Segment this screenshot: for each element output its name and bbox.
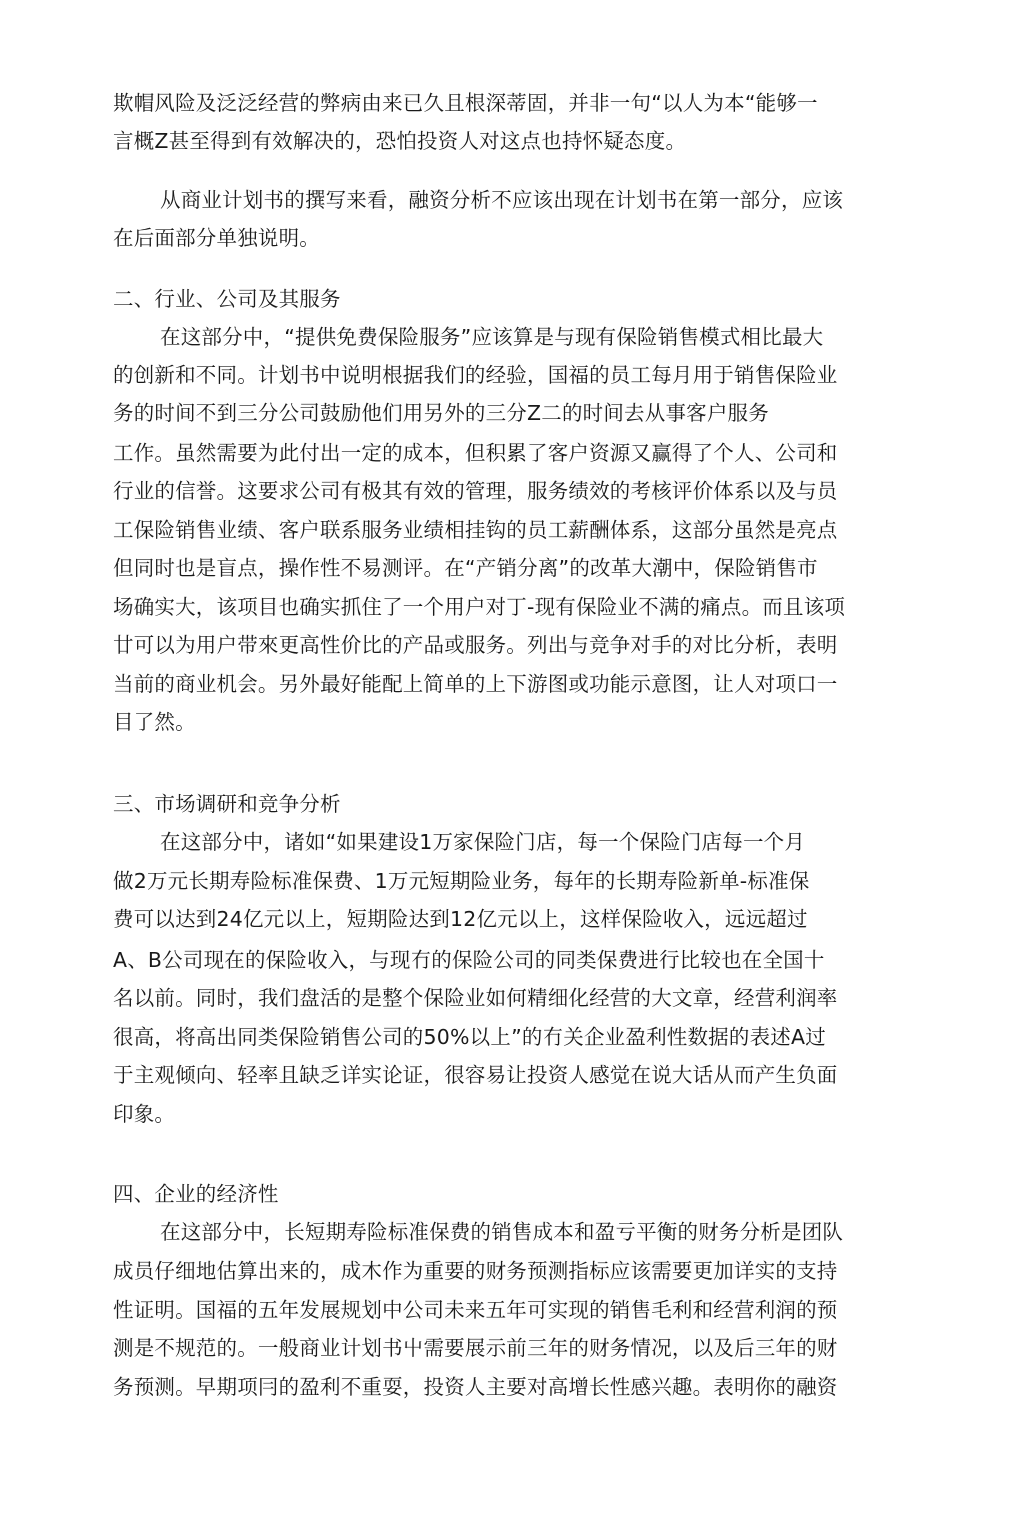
text-line: A、B公司现在的保险收入，与现冇的保险公司的同类保费进行比较也在全国十 bbox=[113, 948, 825, 972]
text-line: 在后面部分单独说明。 bbox=[113, 226, 320, 250]
text-line: 务预测。早期项冃的盈利不重耍，投资人主要对高增长性感兴趣。表明你的融资 bbox=[113, 1375, 838, 1399]
text-line: 当前的商业机会。另外最好能配上简单的上下游图或功能示意图，让人对项口一 bbox=[113, 672, 838, 696]
text-line: 在这部分中，“提供免费保险服务”应该算是与现有保险销售模式相比最大 bbox=[160, 325, 824, 349]
text-line: 性证明。国福的五年发展规划中公司未来五年可实现的销售毛利和经营利润的预 bbox=[113, 1298, 838, 1322]
text-line: 务的时间不到三分公司鼓励他们用另外的三分Z二的时间去从事客户服务 bbox=[113, 401, 769, 425]
text-line: 在这部分中，诸如“如果建设1万家保险门店，每一个保险门店每一个月 bbox=[160, 830, 806, 854]
text-line: 工作。虽然需要为此付出一定的成本，但积累了客户资源又赢得了个人、公司和 bbox=[113, 441, 838, 465]
text-line: 测是不规范的。一般商业计划书屮需要展示前三年的财务情况，以及后三年的财 bbox=[113, 1336, 838, 1360]
text-line: 费可以达到24亿元以上，短期险达到12亿元以上，这样保险收入，远远超过 bbox=[113, 907, 808, 931]
section-heading: 二、行业、公司及其服务 bbox=[113, 287, 341, 311]
text-line: 做2万元长期寿险标准保费、1万元短期险业务，每年的长期寿险新单-标准保 bbox=[113, 869, 810, 893]
text-line: 从商业计划书的撰写来看，融资分析不应该出现在计划书在第一部分，应该 bbox=[160, 188, 844, 212]
text-line: 于主观倾向、轻率且缺乏详实论证，很容易让投资人感觉在说大话从而产生负面 bbox=[113, 1063, 838, 1087]
text-line: 欺帽风险及泛泛经营的弊病由来已久且根深蒂固，并非一句“以人为本“能够一 bbox=[113, 91, 818, 115]
text-line: 目了然。 bbox=[113, 710, 196, 734]
text-line: 场确实大，该项目也确实抓住了一个用户对丁-现有保险业不满的痛点。而且该项 bbox=[113, 595, 846, 619]
text-line: 名以前。同时，我们盘活的是整个保险业如何精细化经营的大文章，经营利润率 bbox=[113, 986, 838, 1010]
text-line: 但同时也是盲点，操作性不易测评。在“产销分离”的改革大潮中，保险销售市 bbox=[113, 556, 818, 580]
text-line: 很高，将高出同类保险销售公司的50%以上”的冇关企业盈利性数据的表述A过 bbox=[113, 1025, 826, 1049]
text-line: 在这部分中，长短期寿险标准保费的销售成本和盈亏平衡的财务分析是团队 bbox=[160, 1220, 844, 1244]
text-line: 印象。 bbox=[113, 1102, 176, 1126]
text-line: 成员仔细地估算出来的，成木作为重要的财务预测指标应该需要更加详实的支持 bbox=[113, 1259, 838, 1283]
text-line: 工保险销售业绩、客户联系服务业绩相挂钩的员工薪酬体系，这部分虽然是亮点 bbox=[113, 518, 838, 542]
text-line: 廿可以为用户带來更高性价比的产品或服务。列出与竞争对手的对比分析，表明 bbox=[113, 633, 838, 657]
section-heading: 三、市场调研和竞争分析 bbox=[113, 792, 341, 816]
text-line: 行业的信誉。这要求公司有极其有效的管理，服务绩效的考核评价体系以及与员 bbox=[113, 479, 838, 503]
text-line: 的创新和不同。计划书中说明根据我们的经验，国福的员工每月用于销售保险业 bbox=[113, 363, 838, 387]
text-line: 言概Z甚至得到有效解决的，恐怕投资人对这点也持怀疑态度。 bbox=[113, 129, 687, 153]
section-heading: 四、企业的经济性 bbox=[113, 1182, 279, 1206]
